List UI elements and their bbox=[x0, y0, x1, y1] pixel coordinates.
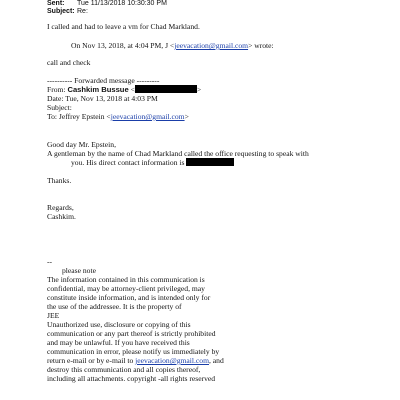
return-post: , and bbox=[208, 356, 224, 365]
message-line-2 bbox=[71, 158, 234, 167]
call-and-check: call and check bbox=[47, 58, 91, 67]
quote-intro-post: > wrote: bbox=[248, 41, 274, 50]
message-line-1: A gentleman by the name of Chad Markland called the office requesting to speak with bbox=[47, 149, 309, 158]
disclaimer-line: communication in error, please notify us immediately by bbox=[47, 347, 220, 356]
disclaimer-line: destroy this communication and all copies thereof, bbox=[47, 365, 201, 374]
subject-line: Subject: bbox=[47, 103, 72, 112]
signature: Cashkim. bbox=[47, 212, 76, 221]
to-post: > bbox=[184, 112, 189, 121]
disclaimer-line: and may be unlawful. If you have received this bbox=[47, 338, 190, 347]
return-email-link[interactable]: jeevacation@gmail.com bbox=[135, 356, 209, 365]
disclaimer-dashes: -- bbox=[47, 257, 53, 266]
please-note: please note bbox=[62, 266, 96, 275]
disclaimer-line: Unauthorized use, disclosure or copying of this bbox=[47, 320, 191, 329]
quote-intro-pre: On Nov 13, 2018, at 4:04 PM, J < bbox=[71, 41, 175, 50]
message-line-2-text: you. His direct contact information is bbox=[71, 158, 185, 167]
to-pre: To: Jeffrey Epstein < bbox=[47, 112, 111, 121]
from-name: Cashkim Bussue bbox=[67, 85, 129, 94]
greeting: Good day Mr. Epstein, bbox=[47, 140, 116, 149]
disclaimer-line: JEE bbox=[47, 311, 60, 320]
disclaimer-line: the use of the addressee. It is the property of bbox=[47, 302, 182, 311]
disclaimer-line: constitute inside information, and is intended only for bbox=[47, 293, 211, 302]
from-line bbox=[47, 85, 201, 94]
sent-value: Tue 11/13/2018 10:30:30 PM bbox=[77, 0, 167, 7]
subject-label: Subject: bbox=[47, 8, 75, 15]
return-pre: return e-mail or by e-mail to bbox=[47, 356, 136, 365]
thanks: Thanks. bbox=[47, 176, 72, 185]
disclaimer-line: confidential, may be attorney-client privileged, may bbox=[47, 284, 205, 293]
subject-value: Re: bbox=[77, 8, 88, 15]
regards: Regards, bbox=[47, 203, 74, 212]
disclaimer-line: The information contained in this communication is bbox=[47, 275, 205, 284]
from-lt: < bbox=[128, 85, 135, 94]
to-email-link[interactable]: jeevacation@gmail.com bbox=[110, 112, 185, 121]
subject-row bbox=[47, 6, 88, 16]
disclaimer-return-line bbox=[47, 356, 224, 365]
date-line: Date: Tue, Nov 13, 2018 at 4:03 PM bbox=[47, 94, 158, 103]
sent-label: Sent: bbox=[47, 0, 65, 7]
quote-intro bbox=[71, 41, 274, 50]
redaction-from-email bbox=[135, 85, 197, 93]
disclaimer-line: including all attachments. copyright -all rights reserved bbox=[47, 374, 216, 383]
reply-line: I called and had to leave a vm for Chad Markland. bbox=[47, 22, 200, 31]
to-line bbox=[47, 112, 189, 121]
disclaimer-line: communication or any part thereof is strictly prohibited bbox=[47, 329, 216, 338]
forwarded-line: ---------- Forwarded message --------- bbox=[47, 76, 160, 85]
from-label: From: bbox=[47, 85, 68, 94]
from-gt: > bbox=[196, 85, 202, 94]
redaction-contact-info bbox=[186, 158, 234, 166]
quote-intro-email-link[interactable]: jeevacation@gmail.com bbox=[174, 41, 249, 50]
